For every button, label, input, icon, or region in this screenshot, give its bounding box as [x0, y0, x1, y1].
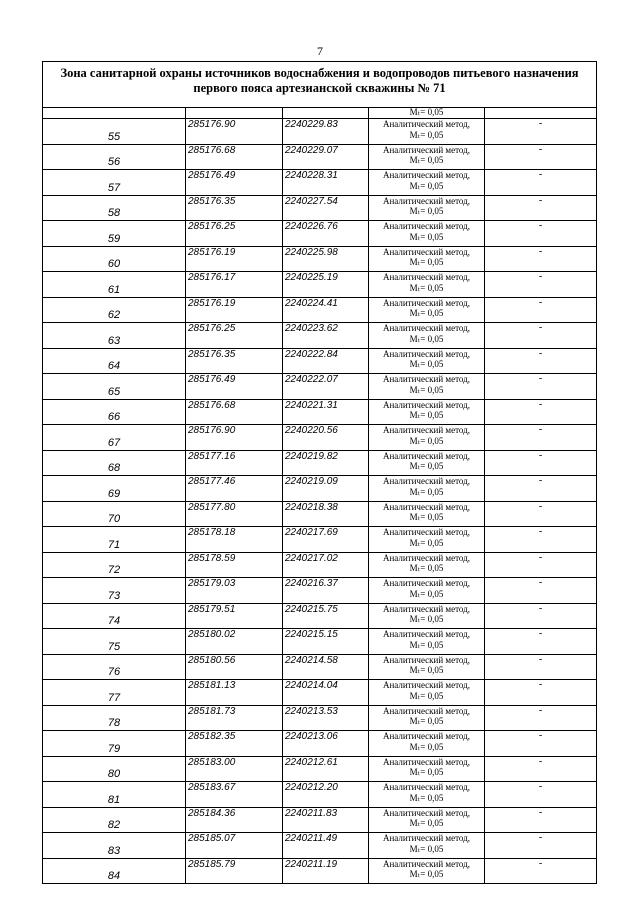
coordinate-x: 285176.25: [186, 323, 283, 349]
dash-cell: -: [485, 756, 597, 782]
method-label: Аналитический метод,: [382, 654, 471, 665]
point-number: 63: [43, 323, 186, 349]
accuracy-label: Mₜ= 0,05: [409, 869, 444, 879]
coordinate-y: 2240225.19: [283, 272, 369, 298]
accuracy-label: Mₜ= 0,05: [409, 435, 444, 446]
coordinate-x: 285176.19: [186, 297, 283, 323]
method-cell: [369, 170, 485, 196]
dash-cell: -: [485, 144, 597, 170]
method-cell: [369, 221, 485, 247]
table-row: [43, 399, 597, 425]
point-number: 75: [43, 629, 186, 655]
dash-cell: -: [485, 450, 597, 476]
table-row: [43, 501, 597, 527]
title-line-2: первого пояса артезианской скважины № 71: [193, 81, 446, 95]
title-row: [43, 62, 597, 108]
coordinate-y: 2240227.54: [283, 195, 369, 221]
dash-cell: -: [485, 221, 597, 247]
coordinate-x: 285184.36: [186, 807, 283, 833]
table-row: [43, 705, 597, 731]
coordinate-x: 285176.25: [186, 221, 283, 247]
method-cell: [369, 501, 485, 527]
accuracy-label: Mₜ= 0,05: [409, 690, 444, 701]
method-cell: [369, 654, 485, 680]
accuracy-label: Mₜ= 0,05: [409, 639, 444, 650]
coordinate-y: 2240213.06: [283, 731, 369, 757]
coordinate-x: 285177.46: [186, 476, 283, 502]
accuracy-label: Mₜ= 0,05: [409, 792, 444, 803]
coordinate-x: 285185.07: [186, 833, 283, 859]
method-cell: [369, 297, 485, 323]
method-cell: [369, 756, 485, 782]
accuracy-label: Mₜ= 0,05: [409, 537, 444, 548]
method-cell: [369, 578, 485, 604]
table-row: [43, 603, 597, 629]
point-number: 72: [43, 552, 186, 578]
method-cell: [369, 680, 485, 706]
dash-cell: -: [485, 603, 597, 629]
coordinate-y: 2240217.69: [283, 527, 369, 553]
coordinate-x: 285180.02: [186, 629, 283, 655]
coordinate-y: 2240226.76: [283, 221, 369, 247]
method-cell: [369, 348, 485, 374]
table-row: [43, 578, 597, 604]
method-label: Аналитический метод,: [382, 399, 471, 410]
table-row: [43, 731, 597, 757]
dash-cell: -: [485, 833, 597, 859]
table-row: [43, 272, 597, 298]
dash-cell: -: [485, 629, 597, 655]
table-row: [43, 374, 597, 400]
coordinate-y: 2240218.38: [283, 501, 369, 527]
coordinate-y: 2240229.07: [283, 144, 369, 170]
accuracy-label: Mₜ= 0,05: [409, 588, 444, 599]
method-label: Аналитический метод,: [382, 221, 471, 231]
dash-cell: -: [485, 425, 597, 451]
coordinate-x: 285180.56: [186, 654, 283, 680]
accuracy-label: Mₜ= 0,05: [409, 257, 444, 267]
coordinate-y: 2240222.84: [283, 348, 369, 374]
coordinate-y: 2240215.75: [283, 603, 369, 629]
method-cell: [369, 603, 485, 629]
point-number: 62: [43, 297, 186, 323]
method-cell: [369, 119, 485, 145]
method-label: Аналитический метод,: [382, 782, 471, 792]
method-label: Аналитический метод,: [382, 603, 471, 614]
dash-cell: -: [485, 680, 597, 706]
coordinate-x: 285176.68: [186, 144, 283, 170]
dash-cell: -: [485, 654, 597, 680]
coordinate-y: 2240228.31: [283, 170, 369, 196]
method-label: Аналитический метод,: [382, 552, 471, 563]
coordinate-y: 2240216.37: [283, 578, 369, 604]
table-row: [43, 858, 597, 884]
accuracy-label: Mₜ= 0,05: [409, 512, 444, 522]
coordinate-y: 2240211.19: [283, 858, 369, 884]
table-row: [43, 476, 597, 502]
dash-cell: -: [485, 195, 597, 221]
method-cell: [369, 858, 485, 884]
method-cell: [369, 552, 485, 578]
coordinate-x: 285176.35: [186, 348, 283, 374]
accuracy-label: Mₜ= 0,05: [409, 384, 444, 395]
method-label: Аналитический метод,: [382, 833, 471, 843]
method-cell: [369, 246, 485, 272]
table-row: [43, 348, 597, 374]
dash-cell: -: [485, 374, 597, 400]
method-label: Аналитический метод,: [382, 807, 471, 818]
dash-cell: -: [485, 476, 597, 502]
dash-cell: -: [485, 170, 597, 196]
coordinate-x: 285176.19: [186, 246, 283, 272]
method-label: Аналитический метод,: [382, 450, 471, 461]
coordinate-y: 2240219.82: [283, 450, 369, 476]
point-number: 55: [43, 119, 186, 145]
coordinate-y: 2240224.41: [283, 297, 369, 323]
coordinate-x: 285176.68: [186, 399, 283, 425]
accuracy-label: Mₜ= 0,05: [409, 614, 444, 624]
accuracy-label: Mₜ= 0,05: [409, 282, 444, 293]
method-label: Аналитический метод,: [382, 731, 471, 741]
coordinate-x: 285176.35: [186, 195, 283, 221]
point-number: 83: [43, 833, 186, 859]
accuracy-label: Mₜ= 0,05: [409, 767, 444, 777]
dash-cell: -: [485, 501, 597, 527]
table-row: [43, 323, 597, 349]
accuracy-label: Mₜ= 0,05: [409, 563, 444, 573]
coordinate-x: 285178.18: [186, 527, 283, 553]
point-number: 77: [43, 680, 186, 706]
method-cell: [369, 527, 485, 553]
table-row: [43, 807, 597, 833]
method-label: Аналитический метод,: [382, 195, 471, 206]
point-number: 56: [43, 144, 186, 170]
method-cell: [369, 629, 485, 655]
point-number: 58: [43, 195, 186, 221]
dash-cell: -: [485, 705, 597, 731]
coordinate-x: 285176.49: [186, 170, 283, 196]
point-number: 69: [43, 476, 186, 502]
dash-cell: -: [485, 578, 597, 604]
method-cell: [369, 731, 485, 757]
accuracy-label: Mₜ= 0,05: [409, 333, 444, 344]
point-number: 81: [43, 782, 186, 808]
coordinate-x: 285178.59: [186, 552, 283, 578]
method-label: Аналитический метод,: [382, 578, 471, 588]
table-row: [43, 425, 597, 451]
accuracy-label: Mₜ= 0,05: [409, 180, 444, 191]
cell-y: [283, 108, 369, 119]
method-cell: [369, 374, 485, 400]
coordinate-x: 285176.90: [186, 425, 283, 451]
coordinate-y: 2240219.09: [283, 476, 369, 502]
table-row: [43, 680, 597, 706]
method-label: Аналитический метод,: [382, 476, 471, 486]
point-number: 84: [43, 858, 186, 884]
accuracy-label: Mₜ= 0,05: [409, 308, 444, 318]
coordinate-x: 285181.73: [186, 705, 283, 731]
coordinate-y: 2240225.98: [283, 246, 369, 272]
table-row: [43, 552, 597, 578]
dash-cell: -: [485, 731, 597, 757]
dash-cell: -: [485, 272, 597, 298]
point-number: 74: [43, 603, 186, 629]
point-number: 59: [43, 221, 186, 247]
table-row: [43, 297, 597, 323]
point-number: 66: [43, 399, 186, 425]
method-label: Аналитический метод,: [382, 680, 471, 690]
coordinate-y: 2240229.83: [283, 119, 369, 145]
coordinate-y: 2240222.07: [283, 374, 369, 400]
method-label: Аналитический метод,: [382, 323, 471, 333]
coordinate-y: 2240214.58: [283, 654, 369, 680]
accuracy-label: Mₜ= 0,05: [409, 818, 444, 828]
point-number: 80: [43, 756, 186, 782]
accuracy-label: Mₜ= 0,05: [409, 231, 444, 242]
accuracy-label: Mₜ= 0,05: [409, 410, 444, 420]
point-number: 64: [43, 348, 186, 374]
table-row: [43, 450, 597, 476]
point-number: 61: [43, 272, 186, 298]
accuracy-label: Mₜ= 0,05: [409, 716, 444, 726]
method-cell: [369, 272, 485, 298]
table-body: [43, 62, 597, 884]
point-number: 60: [43, 246, 186, 272]
method-label: Аналитический метод,: [382, 756, 471, 767]
table-row: [43, 756, 597, 782]
table-row: [43, 221, 597, 247]
accuracy-label: Mₜ= 0,05: [409, 843, 444, 854]
coordinate-y: 2240212.20: [283, 782, 369, 808]
method-label: Аналитический метод,: [382, 705, 471, 716]
method-cell: [369, 807, 485, 833]
table-row: [43, 195, 597, 221]
dash-cell: -: [485, 858, 597, 884]
method-label: Аналитический метод,: [382, 425, 471, 435]
table-row: [43, 246, 597, 272]
coordinate-x: 285182.35: [186, 731, 283, 757]
method-label: Аналитический метод,: [382, 374, 471, 384]
dash-cell: -: [485, 807, 597, 833]
coordinate-y: 2240211.83: [283, 807, 369, 833]
coordinate-y: 2240211.49: [283, 833, 369, 859]
accuracy-label: Mₜ= 0,05: [409, 741, 444, 752]
method-cell: [369, 399, 485, 425]
coordinate-x: 285185.79: [186, 858, 283, 884]
method-cell: [369, 705, 485, 731]
method-cell: [369, 195, 485, 221]
coordinate-y: 2240223.62: [283, 323, 369, 349]
coordinates-table: [42, 61, 597, 884]
cell-x: [186, 108, 283, 119]
coordinate-x: 285176.49: [186, 374, 283, 400]
accuracy-label: Mₜ= 0,05: [409, 206, 444, 216]
method-label: Аналитический метод,: [382, 629, 471, 639]
method-cell: [369, 833, 485, 859]
coordinate-x: 285183.67: [186, 782, 283, 808]
point-number: 70: [43, 501, 186, 527]
coordinate-x: 285177.80: [186, 501, 283, 527]
dash-cell: -: [485, 323, 597, 349]
method-label: Аналитический метод,: [382, 297, 471, 308]
coordinate-x: 285181.13: [186, 680, 283, 706]
coordinate-x: 285183.00: [186, 756, 283, 782]
coordinate-y: 2240215.15: [283, 629, 369, 655]
dash-cell: -: [485, 297, 597, 323]
method-label: Аналитический метод,: [382, 348, 471, 359]
cell-num: [43, 108, 186, 119]
table-row: [43, 629, 597, 655]
point-number: 65: [43, 374, 186, 400]
point-number: 82: [43, 807, 186, 833]
coordinate-y: 2240220.56: [283, 425, 369, 451]
coordinate-x: 285176.17: [186, 272, 283, 298]
point-number: 57: [43, 170, 186, 196]
coordinate-y: 2240221.31: [283, 399, 369, 425]
table-row: [43, 144, 597, 170]
table-row: [43, 654, 597, 680]
point-number: 68: [43, 450, 186, 476]
dash-cell: -: [485, 399, 597, 425]
coordinate-x: 285179.03: [186, 578, 283, 604]
dash-cell: -: [485, 527, 597, 553]
point-number: 67: [43, 425, 186, 451]
point-number: 71: [43, 527, 186, 553]
dash-cell: -: [485, 552, 597, 578]
method-label: Аналитический метод,: [382, 272, 471, 282]
method-cell: [369, 144, 485, 170]
method-cell: [369, 425, 485, 451]
method-label: Аналитический метод,: [382, 246, 471, 257]
method-label: Аналитический метод,: [382, 858, 471, 869]
coordinate-y: 2240212.61: [283, 756, 369, 782]
continued-row: [43, 108, 597, 119]
method-cell: [369, 476, 485, 502]
method-label: Аналитический метод,: [382, 170, 471, 180]
title-line-1: Зона санитарной охраны источников водоснабжения и водопроводов питьевого назначения: [60, 66, 579, 80]
point-number: 76: [43, 654, 186, 680]
method-label: Аналитический метод,: [382, 144, 471, 155]
method-cell: [369, 323, 485, 349]
method-cell: [369, 450, 485, 476]
accuracy-label: Mₜ= 0,05: [409, 129, 444, 140]
coordinate-y: 2240217.02: [283, 552, 369, 578]
coordinate-x: 285177.16: [186, 450, 283, 476]
coordinate-y: 2240213.53: [283, 705, 369, 731]
accuracy-label: Mₜ= 0,05: [409, 665, 444, 675]
accuracy-label: Mₜ= 0,05: [409, 461, 444, 471]
table-row: [43, 833, 597, 859]
accuracy-label: Mₜ= 0,05: [409, 359, 444, 369]
method-cell: [369, 782, 485, 808]
accuracy-label: Mₜ= 0,05: [409, 155, 444, 165]
cell-dash: [485, 108, 597, 119]
table-row: [43, 119, 597, 145]
method-label: Аналитический метод,: [382, 501, 471, 512]
method-label: Аналитический метод,: [382, 527, 471, 537]
table-title: [43, 62, 597, 108]
table-row: [43, 527, 597, 553]
point-number: 73: [43, 578, 186, 604]
cell-method: Mₜ= 0,05: [369, 108, 485, 119]
page-number: 7: [317, 44, 323, 58]
dash-cell: -: [485, 119, 597, 145]
accuracy-label: Mₜ= 0,05: [409, 486, 444, 497]
dash-cell: -: [485, 348, 597, 374]
coordinate-x: 285176.90: [186, 119, 283, 145]
coordinate-y: 2240214.04: [283, 680, 369, 706]
table-row: [43, 782, 597, 808]
coordinate-x: 285179.51: [186, 603, 283, 629]
point-number: 78: [43, 705, 186, 731]
method-label: Аналитический метод,: [382, 119, 471, 129]
point-number: 79: [43, 731, 186, 757]
table-row: [43, 170, 597, 196]
dash-cell: -: [485, 782, 597, 808]
dash-cell: -: [485, 246, 597, 272]
